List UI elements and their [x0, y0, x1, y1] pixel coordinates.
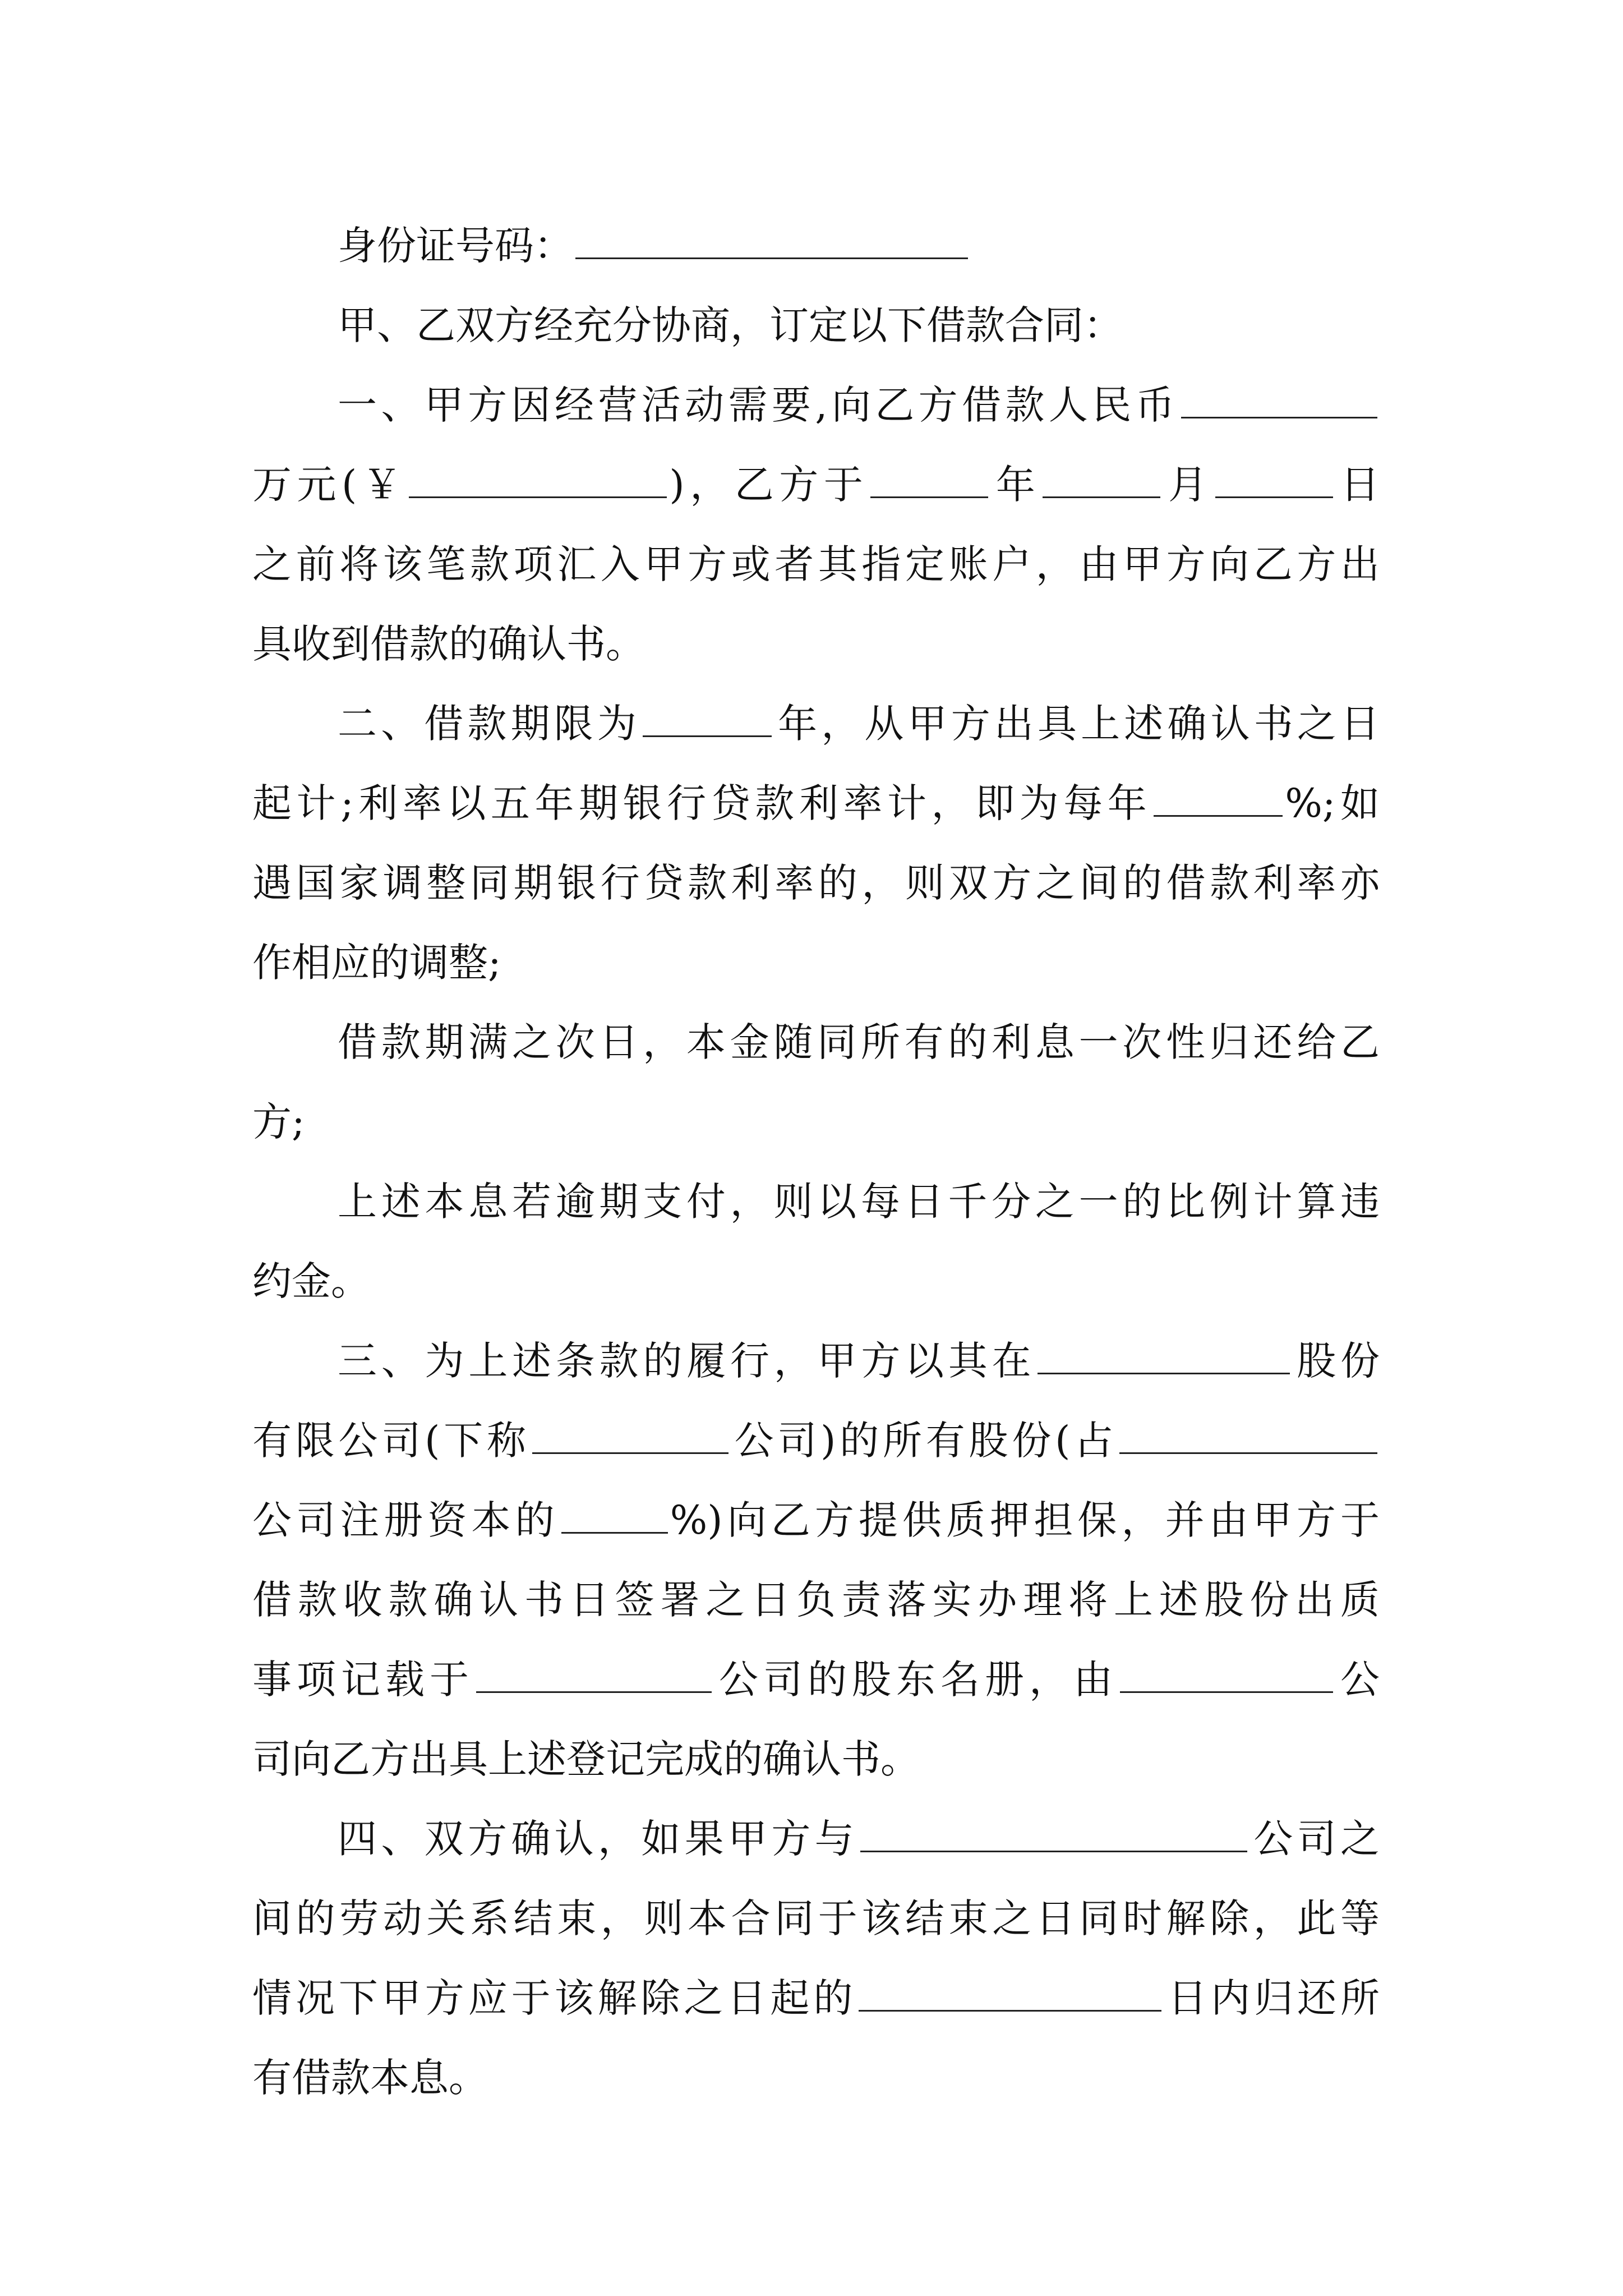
- clause-4-text-e: 日内归还所: [1164, 1975, 1380, 2021]
- clause-4-text-b: 公司之: [1249, 1816, 1380, 1862]
- clause-2-line-1: [252, 684, 1380, 763]
- month-blank[interactable]: [1043, 456, 1160, 498]
- clause-3-line-3: [252, 1481, 1380, 1559]
- clause-3-text-g: 借款收款确认书日签署之日负责落实办理将上述股份出质: [252, 1577, 1380, 1623]
- company-name-blank[interactable]: [1038, 1332, 1290, 1374]
- clause-2-line-4: [252, 923, 1380, 1002]
- issuing-company-blank[interactable]: [1120, 1651, 1333, 1693]
- clause-1-line-3: [252, 525, 1380, 604]
- id-number-label: 身份证号码：: [338, 223, 573, 269]
- clause-1-line-2: [252, 445, 1380, 524]
- clause-1-text-d: 之前将该笔款项汇入甲方或者其指定账户，由甲方向乙方出: [252, 541, 1380, 587]
- clause-4-text-f: 有借款本息。: [252, 2055, 488, 2101]
- clause-3-line-5: [252, 1640, 1380, 1719]
- clause-4-text-d: 情况下甲方应于该解除之日起的: [252, 1975, 857, 2021]
- clause-2-line-2: [252, 764, 1380, 843]
- clause-3-text-i: 公司的股东名册，由: [714, 1657, 1118, 1703]
- interest-rate-blank[interactable]: [1154, 775, 1283, 817]
- clause-3-text-f: %)向乙方提供质押担保，并由甲方于: [670, 1497, 1380, 1543]
- maturity-line-2: [252, 1083, 1380, 1161]
- clause-2-text-d: %;如: [1285, 780, 1380, 826]
- share-ratio-blank[interactable]: [1119, 1412, 1377, 1454]
- clause-3-text-e: 公司注册资本的: [252, 1497, 559, 1543]
- clause-3-line-6: [252, 1720, 1380, 1798]
- clause-4-text-a: 四、双方确认，如果甲方与: [338, 1816, 858, 1862]
- overdue-text-b: 约金。: [252, 1258, 370, 1304]
- clause-1-text-b: 万元(￥: [252, 462, 407, 508]
- clause-4-line-2: [252, 1879, 1380, 1958]
- clause-3-line-1: [252, 1322, 1380, 1400]
- clause-3-text-j: 公: [1335, 1657, 1380, 1703]
- clause-1-line-1: [252, 366, 1380, 444]
- clause-2-text-e: 遇国家调整同期银行贷款利率的，则双方之间的借款利率亦: [252, 860, 1380, 906]
- clause-2-text-a: 二、借款期限为: [338, 701, 640, 747]
- maturity-line-1: [252, 1003, 1380, 1082]
- clause-1-text-a: 一、甲方因经营活动需要,向乙方借款人民币: [338, 382, 1179, 428]
- maturity-text-b: 方;: [252, 1099, 305, 1145]
- month-label: 月: [1163, 462, 1213, 508]
- registered-capital-percent-blank[interactable]: [561, 1492, 668, 1534]
- clause-2-text-c: 起计;利率以五年期银行贷款利率计，即为每年: [252, 780, 1152, 826]
- amount-blank[interactable]: [1181, 376, 1377, 418]
- clause-1-text-c: )，乙方于: [669, 462, 869, 508]
- clause-1-text-e: 具收到借款的确认书。: [252, 621, 645, 667]
- clause-4-text-c: 间的劳动关系结束，则本合同于该结束之日同时解除，此等: [252, 1895, 1380, 1941]
- repayment-days-blank[interactable]: [859, 1970, 1161, 2012]
- clause-3-line-4: [252, 1561, 1380, 1639]
- clause-4-line-4: [252, 2039, 1380, 2117]
- clause-3-text-c: 有限公司(下称: [252, 1418, 530, 1464]
- clause-3-text-b: 股份: [1292, 1338, 1380, 1384]
- shareholder-register-company-blank[interactable]: [476, 1651, 712, 1693]
- clause-3-text-d: 公司)的所有股份(占: [730, 1418, 1117, 1464]
- overdue-line-2: [252, 1242, 1380, 1320]
- intro-text: 甲、乙双方经充分协商，订定以下借款合同：: [338, 302, 1123, 348]
- maturity-text-a: 借款期满之次日，本金随同所有的利息一次性归还给乙: [338, 1019, 1380, 1065]
- overdue-line-1: [252, 1162, 1380, 1241]
- amount-figure-blank[interactable]: [409, 456, 667, 498]
- term-years-blank[interactable]: [643, 695, 772, 737]
- id-number-line: [252, 206, 1380, 285]
- clause-1-line-4: [252, 605, 1380, 683]
- clause-4-line-1: [252, 1800, 1380, 1878]
- year-blank[interactable]: [870, 456, 988, 498]
- clause-2-text-f: 作相应的调整;: [252, 940, 501, 986]
- day-blank[interactable]: [1215, 456, 1333, 498]
- clause-2-line-3: [252, 844, 1380, 922]
- clause-2-text-b: 年，从甲方出具上述确认书之日: [774, 701, 1380, 747]
- day-label: 日: [1335, 462, 1380, 508]
- year-label: 年: [990, 462, 1041, 508]
- company-short-name-blank[interactable]: [532, 1412, 728, 1454]
- overdue-text-a: 上述本息若逾期支付，则以每日千分之一的比例计算违: [338, 1179, 1380, 1225]
- clause-3-text-h: 事项记载于: [252, 1657, 474, 1703]
- clause-3-text-a: 三、为上述条款的履行，甲方以其在: [338, 1338, 1036, 1384]
- clause-3-text-k: 司向乙方出具上述登记完成的确认书。: [252, 1736, 920, 1782]
- clause-3-line-2: [252, 1401, 1380, 1480]
- id-number-blank[interactable]: [575, 217, 968, 259]
- employer-company-blank[interactable]: [860, 1810, 1247, 1852]
- clause-4-line-3: [252, 1959, 1380, 2037]
- intro-line: [252, 286, 1380, 365]
